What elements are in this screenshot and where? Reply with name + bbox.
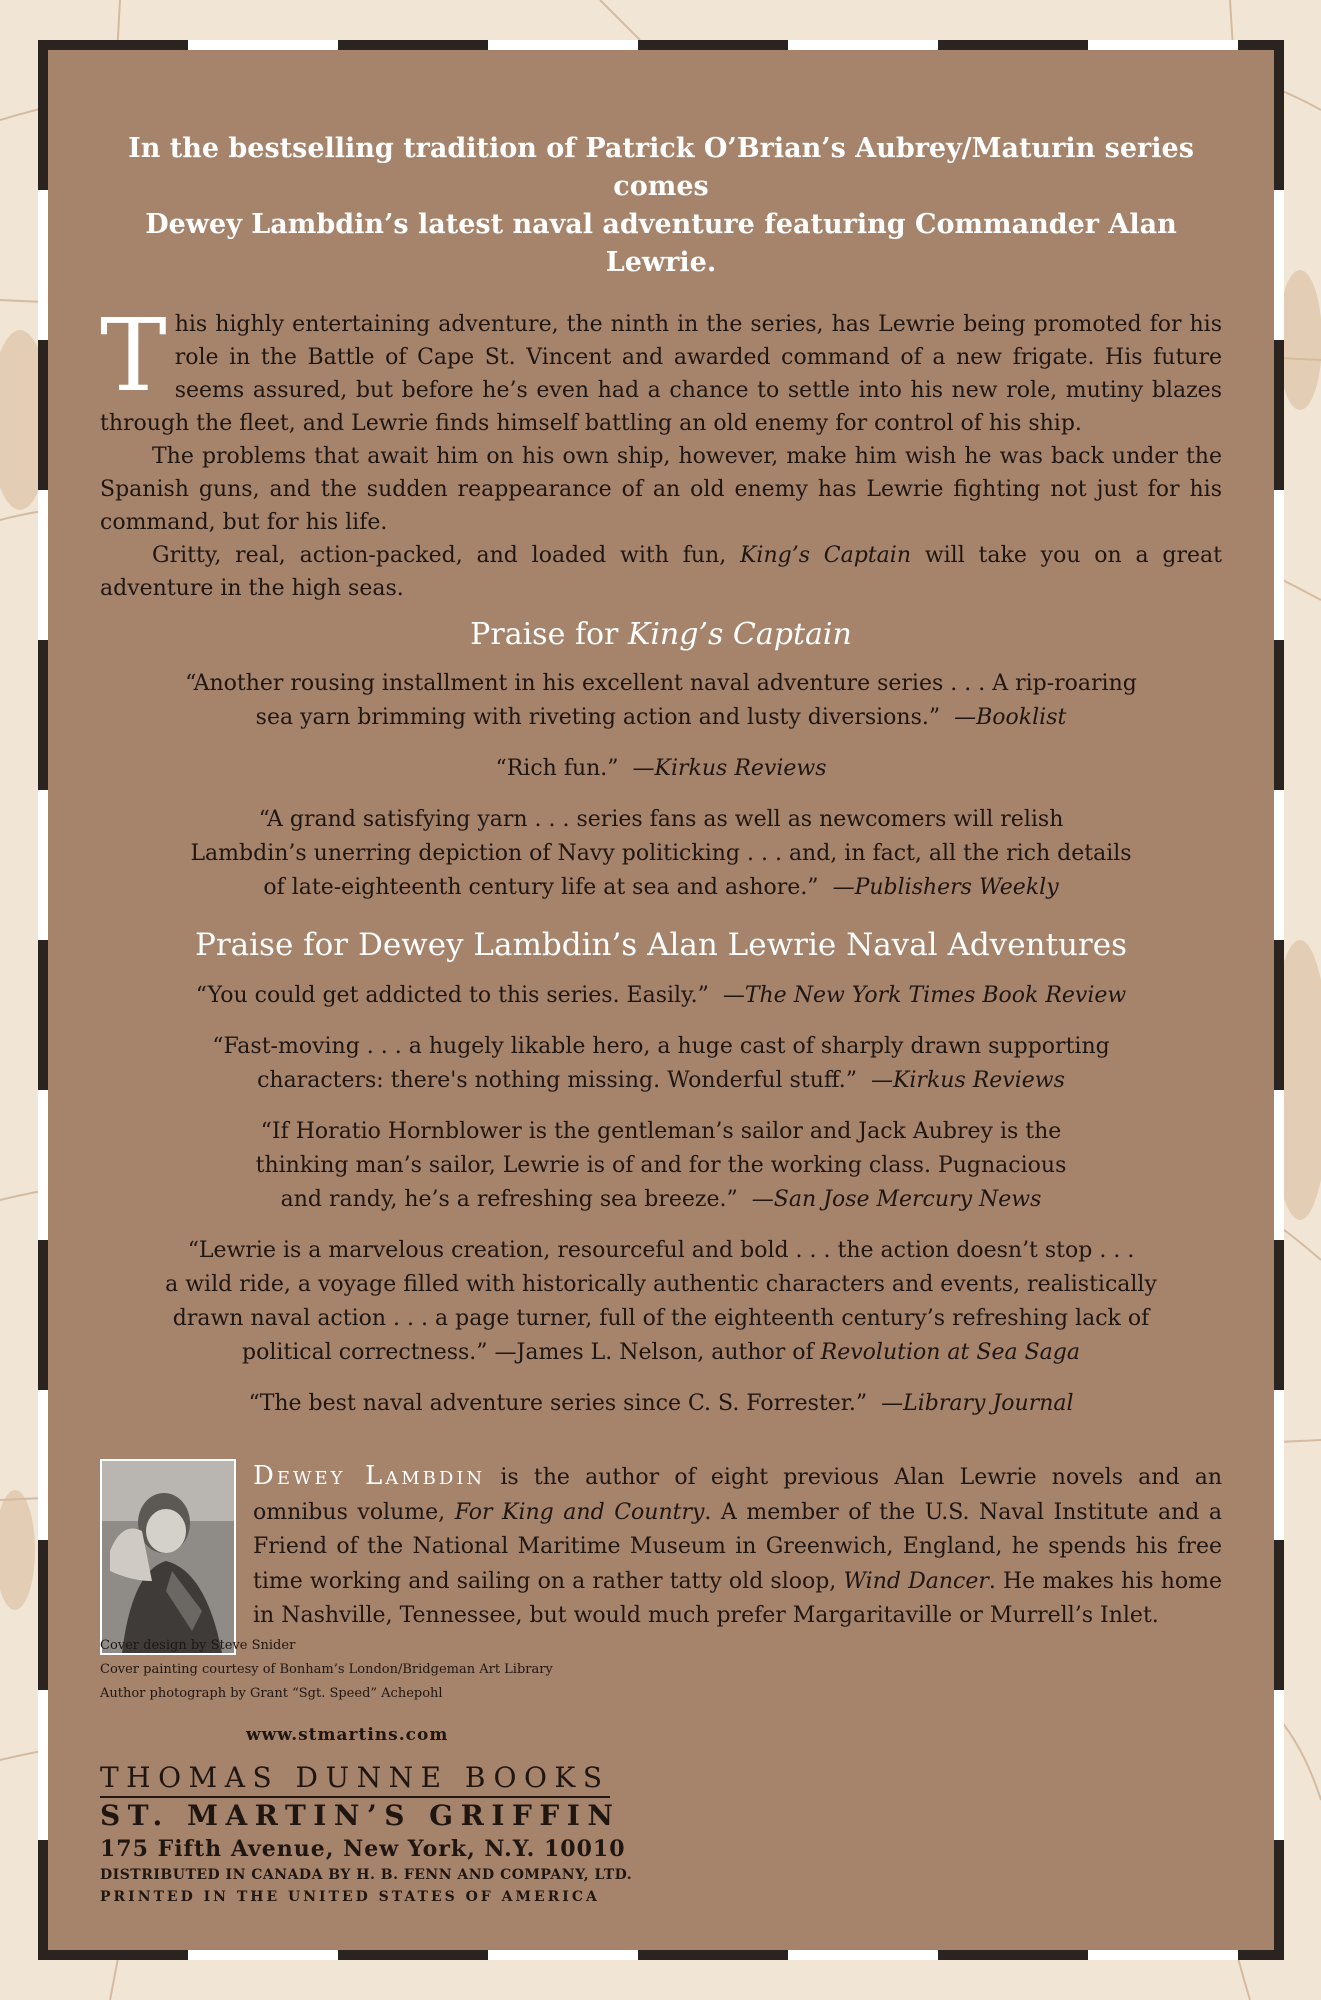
quote-source: —Library Journal [881, 1391, 1074, 1416]
publisher-imprint: THOMAS DUNNE BOOKS [100, 1760, 610, 1798]
quote-line: “Another rousing installment in his excellent naval adventure series . . . A rip-roaring [185, 671, 1137, 696]
author-bio-title-2: Wind Dancer [843, 1568, 989, 1594]
intro-line-2: Dewey Lambdin’s latest naval adventure featuring Commander Alan Lewrie. [145, 209, 1177, 278]
quote-line: “You could get addicted to this series. Easily.” [195, 983, 709, 1008]
quote-line: of late-eighteenth century life at sea and ashore.” [263, 875, 819, 900]
frame-right [1274, 40, 1284, 1960]
quote-source: —Kirkus Reviews [632, 756, 827, 781]
credits [100, 1634, 553, 1706]
quote-source: —Kirkus Reviews [870, 1068, 1065, 1093]
praise-book-heading [100, 615, 1222, 655]
publisher-name: ST. MARTIN’S GRIFFIN [100, 1799, 621, 1832]
author-photo [100, 1459, 236, 1655]
frame-top [38, 40, 1284, 50]
quote-line: “Fast-moving . . . a hugely likable hero, a huge cast of sharply drawn supporting [212, 1034, 1110, 1059]
p3-post: will take you on a great adventure in the high seas. [100, 543, 1223, 601]
credit-line: Cover painting courtesy of Bonham’s London/Bridgeman Art Library [100, 1662, 553, 1677]
credit-line: Author photograph by Grant “Sgt. Speed” Achepohl [100, 1686, 443, 1701]
publisher-website[interactable]: www.stmartins.com [246, 1725, 449, 1745]
publisher-block [100, 1760, 632, 1908]
quote-line: “Rich fun.” [495, 756, 619, 781]
quote-nyt [100, 979, 1222, 1013]
intro-line-1: In the bestselling tradition of Patrick O’Brian’s Aubrey/Maturin series comes [128, 133, 1194, 202]
author-bio-mid: . A member of the U.S. Naval Institute and a Friend of the National Maritime Museum in Greenwich, England, he spends his free time working and sailing on a rather tatty old sloop, [253, 1499, 1222, 1594]
quote-line: “If Horatio Hornblower is the gentleman’s sailor and Jack Aubrey is the [260, 1119, 1062, 1144]
quote-line: and randy, he’s a refreshing sea breeze.” [280, 1187, 738, 1212]
description-paragraph-1 [100, 297, 1222, 440]
author-name: Dewey Lambdin [253, 1461, 486, 1491]
quote-library-journal [100, 1387, 1222, 1421]
quote-source: —San Jose Mercury News [751, 1187, 1042, 1212]
description-paragraph-3 [100, 539, 1222, 605]
credit-line: Cover design by Steve Snider [100, 1638, 296, 1653]
praise-series-heading: Praise for Dewey Lambdin’s Alan Lewrie Naval Adventures [194, 927, 1127, 963]
quote-publishers-weekly [100, 803, 1222, 905]
praise-book-heading-pre: Praise for [470, 617, 628, 652]
quote-line: characters: there's nothing missing. Wonderful stuff.” [257, 1068, 857, 1093]
quote-kirkus-1 [100, 752, 1222, 786]
quote-line: Lambdin’s unerring depiction of Navy politicking . . . and, in fact, all the rich details [190, 841, 1132, 866]
author-bio-pre: is the author of eight previous Alan Lewrie novels and an omnibus volume, [253, 1465, 1222, 1525]
quote-line: thinking man’s sailor, Lewrie is of and for the working class. Pugnacious [255, 1153, 1067, 1178]
quote-line: political correctness.” —James L. Nelson, author of [242, 1340, 821, 1365]
quote-source: —Booklist [954, 705, 1067, 730]
author-bio [253, 1459, 1222, 1634]
author-bio-post: . He makes his home in Nashville, Tennessee, but would much prefer Margaritaville or Murrell’s Inlet. [253, 1568, 1222, 1628]
quote-source: Revolution at Sea Saga [820, 1340, 1080, 1365]
description-p1-text: his highly entertaining adventure, the ninth in the series, has Lewrie being promoted for his role in the Battle of Cape St. Vincent and awarded command of a new frigate. His future seems assured, but before he’s even had a chance to settle into his new role, mutiny blazes through the fleet, and Lewrie finds himself battling an old enemy for control of his ship. [100, 312, 1222, 436]
quote-line: sea yarn brimming with riveting action and lusty diversions.” [255, 705, 941, 730]
quote-source: —The New York Times Book Review [722, 983, 1127, 1008]
p3-pre: Gritty, real, action-packed, and loaded with fun, [152, 543, 740, 568]
quote-san-jose [100, 1115, 1222, 1217]
frame-bottom [38, 1950, 1284, 1960]
quote-booklist [100, 667, 1222, 735]
frame-left [38, 40, 48, 1960]
publisher-address: 175 Fifth Avenue, New York, N.Y. 10010 [100, 1836, 626, 1862]
quote-line: “A grand satisfying yarn . . . series fans as well as newcomers will relish [258, 807, 1064, 832]
quote-line: “The best naval adventure series since C. S. Forrester.” [248, 1391, 868, 1416]
quote-nelson [100, 1234, 1222, 1370]
cover-content [100, 130, 1222, 1669]
drop-cap: T [100, 297, 167, 414]
distribution-note: DISTRIBUTED IN CANADA BY H. B. FENN AND COMPANY, LTD. [100, 1867, 633, 1883]
quote-line: drawn naval action . . . a page turner, full of the eighteenth century’s refreshing lack of [172, 1306, 1150, 1331]
quote-line: “Lewrie is a marvelous creation, resourceful and bold . . . the action doesn’t stop . . . [187, 1238, 1135, 1263]
p3-book-title: King’s Captain [740, 543, 912, 568]
intro-tagline [100, 130, 1222, 282]
praise-book-heading-title: King’s Captain [627, 617, 852, 652]
quote-line: a wild ride, a voyage filled with historically authentic characters and events, realistically [165, 1272, 1157, 1297]
quote-kirkus-2 [100, 1030, 1222, 1098]
quote-source: —Publishers Weekly [832, 875, 1059, 900]
printed-note: PRINTED IN THE UNITED STATES OF AMERICA [100, 1889, 600, 1905]
description-paragraph-2: The problems that await him on his own ship, however, make him wish he was back under the Spanish guns, and the sudden reappearance of an old enemy has Lewrie fighting not just for his command, but for his life. [100, 444, 1222, 535]
author-bio-title-1: For King and Country [454, 1499, 705, 1525]
